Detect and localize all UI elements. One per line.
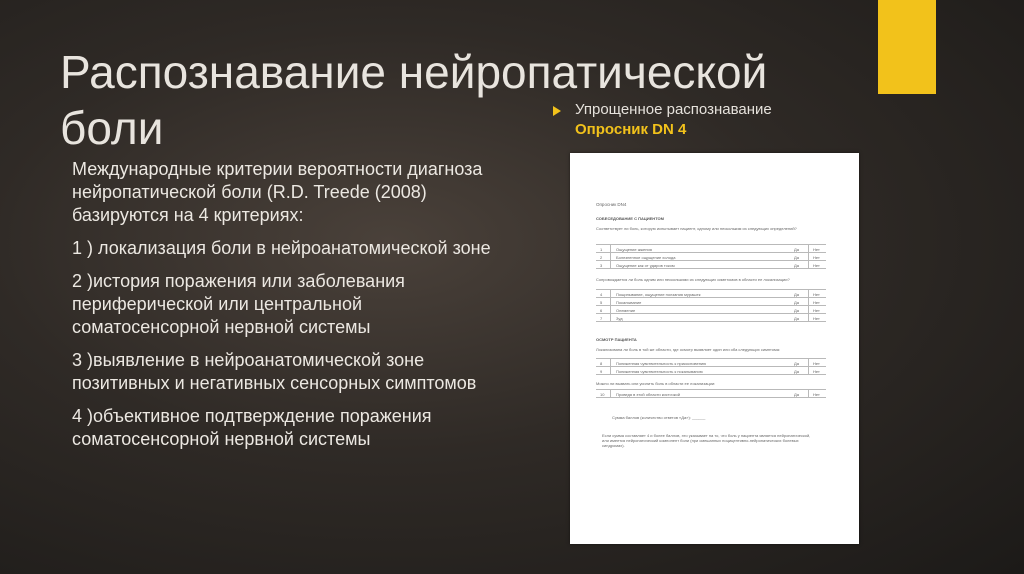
doc-rule [808,389,809,397]
doc-rule [596,366,826,367]
doc-item: Ощущение жжения [616,247,652,252]
doc-item-num: 2 [600,255,603,260]
doc-item-num: 3 [600,263,603,268]
doc-item-num: 1 [600,247,603,252]
doc-section-exam: ОСМОТР ПАЦИЕНТА [596,337,637,342]
doc-no: Нет [813,263,820,268]
doc-no: Нет [813,300,820,305]
doc-item-num: 9 [600,369,603,374]
doc-item: Проведя в этой области кисточкой [616,392,681,397]
doc-item-num: 8 [600,361,603,366]
criteria-text [72,158,492,461]
doc-rule [596,358,826,359]
criterion-3: 3 )выявление в нейроанатомической зоне позитивных и негативных сенсорных симптомов [72,350,477,393]
criterion-1: 1 ) локализация боли в нейроанатомической зоне [72,238,491,258]
dn4-questionnaire-image [570,153,859,544]
doc-rule [610,289,611,321]
doc-rule [596,389,826,390]
doc-rule [610,244,611,268]
doc-rule [596,374,826,375]
doc-no: Нет [813,369,820,374]
doc-yes: Да [794,292,799,297]
doc-rule [596,305,826,306]
doc-item: Пониженная чувствительность к прикосновению [616,361,707,366]
doc-item-num: 10 [600,392,605,397]
doc-rule [596,268,826,269]
doc-no: Нет [813,316,820,321]
doc-no: Нет [813,361,820,366]
doc-item: Пониженная чувствительность к покалыванию [616,369,703,374]
doc-rule [610,389,611,397]
doc-question-4: Можно ли вызвать или усилить боль в области ее локализации: [596,381,716,386]
doc-rule [596,397,826,398]
doc-item-num: 4 [600,292,603,297]
doc-yes: Да [794,392,799,397]
doc-rule [610,358,611,374]
accent-bar [878,0,936,94]
criteria-intro: Международные критерии вероятности диагноза нейропатической боли (R.D. Treede (2008) базируются на 4 критериях: [72,159,483,225]
doc-no: Нет [813,308,820,313]
bullet-text: Упрощенное распознавание [575,101,772,118]
doc-rule [808,289,809,321]
bullet-item [553,100,873,140]
doc-rule [596,244,826,245]
doc-yes: Да [794,247,799,252]
doc-rule [596,252,826,253]
criterion-2: 2 )история поражения или заболевания периферической или центральной соматосенсорной нервной системы [72,271,405,337]
doc-rule [596,297,826,298]
doc-yes: Да [794,263,799,268]
doc-yes: Да [794,361,799,366]
doc-yes: Да [794,316,799,321]
doc-yes: Да [794,255,799,260]
doc-rule [596,260,826,261]
doc-item-num: 7 [600,316,603,321]
doc-rule [596,313,826,314]
doc-conclusion: Если сумма составляет 4 и более баллов, это указывает на то, что боль у пациента является нейропатической, или имеется нейропатический компонент боли (при смешанных ноцицептивно-нейропатических болевых синдромах). [602,433,811,448]
bullet-emphasis: Опросник DN 4 [575,121,687,138]
doc-question-3: Локализована ли боль в той же области, где осмотр выявляет один или оба следующих симптома: [596,347,781,352]
doc-no: Нет [813,292,820,297]
doc-no: Нет [813,392,820,397]
right-column [553,100,873,140]
doc-item-num: 5 [600,300,603,305]
doc-question-2: Сопровождается ли боль одним или несколькими из следующих симптомов в области ее локализации? [596,277,790,282]
doc-no: Нет [813,247,820,252]
doc-item: Пощипывание, ощущение ползания мурашек [616,292,701,297]
doc-rule [596,289,826,290]
slide-title: Распознавание нейропатической боли [60,46,768,154]
doc-yes: Да [794,308,799,313]
doc-title: Опросник DN4 [596,202,627,207]
doc-rule [808,358,809,374]
doc-yes: Да [794,369,799,374]
doc-item: Покалывание [616,300,642,305]
doc-item: Онемение [616,308,636,313]
doc-sum: Сумма баллов (количество ответов «Да»): ______ [612,415,706,420]
doc-rule [808,244,809,268]
triangle-bullet-icon [553,106,561,116]
doc-rule [596,321,826,322]
doc-item: Ощущение как от ударов током [616,263,675,268]
criterion-4: 4 )объективное подтверждение поражения соматосенсорной нервной системы [72,406,432,449]
doc-yes: Да [794,300,799,305]
doc-item: Болезненное ощущение холода [616,255,676,260]
doc-no: Нет [813,255,820,260]
doc-item: Зуд [616,316,623,321]
doc-question-1: Соответствует ли боль, которую испытывает пациент, одному или нескольким из следующих определений? [596,226,797,231]
doc-section-interview: СОБЕСЕДОВАНИЕ С ПАЦИЕНТОМ [596,216,664,221]
doc-item-num: 6 [600,308,603,313]
